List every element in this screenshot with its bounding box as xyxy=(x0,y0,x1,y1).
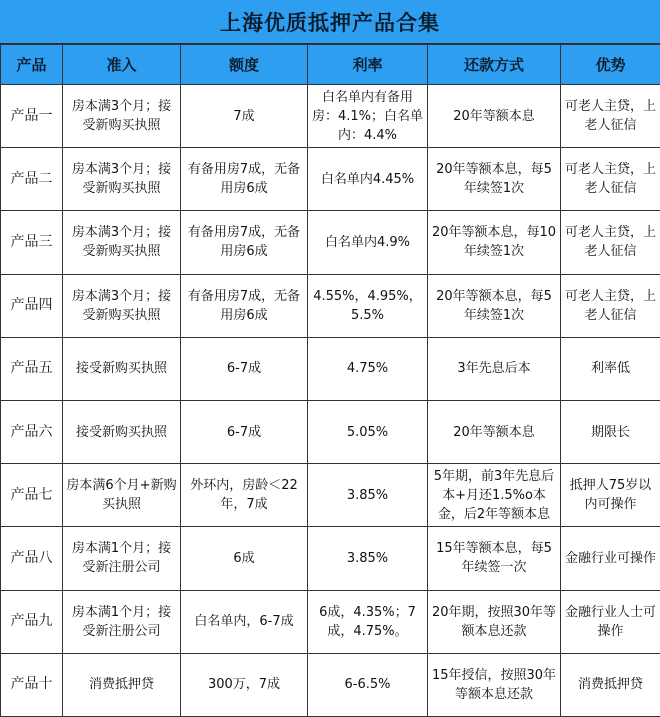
cell-quota: 300万，7成 xyxy=(181,653,308,716)
cell-advantage: 金融行业可操作 xyxy=(561,527,660,590)
cell-product-name: 产品八 xyxy=(1,527,63,590)
table-row xyxy=(1,337,660,400)
cell-repay: 20年等额本息 xyxy=(428,400,561,463)
cell-advantage: 可老人主贷，上老人征信 xyxy=(561,274,660,337)
cell-quota: 有备用房7成，无备用房6成 xyxy=(181,148,308,211)
table-row xyxy=(1,85,660,148)
header-product: 产品 xyxy=(1,45,63,85)
cell-rate: 白名单内有备用房：4.1%；白名单内：4.4% xyxy=(308,85,428,148)
cell-quota: 6成 xyxy=(181,527,308,590)
table-row xyxy=(1,148,660,211)
cell-advantage: 抵押人75岁以内可操作 xyxy=(561,464,660,527)
cell-repay: 5年期，前3年先息后本+月还1.5%o本金，后2年等额本息 xyxy=(428,464,561,527)
table-row xyxy=(1,211,660,274)
cell-product-name: 产品六 xyxy=(1,400,63,463)
header-row xyxy=(1,45,660,85)
cell-access: 接受新购买执照 xyxy=(63,337,181,400)
cell-repay: 3年先息后本 xyxy=(428,337,561,400)
cell-product-name: 产品二 xyxy=(1,148,63,211)
cell-rate: 6成，4.35%；7成，4.75%。 xyxy=(308,590,428,653)
cell-product-name: 产品三 xyxy=(1,211,63,274)
cell-advantage: 消费抵押贷 xyxy=(561,653,660,716)
cell-advantage: 期限长 xyxy=(561,400,660,463)
cell-access: 房本满3个月；接受新购买执照 xyxy=(63,148,181,211)
cell-repay: 15年等额本息，每5年续签一次 xyxy=(428,527,561,590)
cell-quota: 6-7成 xyxy=(181,400,308,463)
cell-access: 房本满3个月；接受新购买执照 xyxy=(63,85,181,148)
cell-quota: 外环内，房龄＜22年，7成 xyxy=(181,464,308,527)
cell-quota: 有备用房7成，无备用房6成 xyxy=(181,211,308,274)
cell-product-name: 产品四 xyxy=(1,274,63,337)
header-access: 准入 xyxy=(63,45,181,85)
header-rate: 利率 xyxy=(308,45,428,85)
cell-repay: 20年期，按照30年等额本息还款 xyxy=(428,590,561,653)
cell-repay: 20年等额本息 xyxy=(428,85,561,148)
table-row xyxy=(1,274,660,337)
cell-rate: 白名单内4.9% xyxy=(308,211,428,274)
cell-advantage: 可老人主贷，上老人征信 xyxy=(561,148,660,211)
header-repay: 还款方式 xyxy=(428,45,561,85)
cell-access: 房本满1个月；接受新注册公司 xyxy=(63,527,181,590)
header-advantage: 优势 xyxy=(561,45,660,85)
cell-advantage: 利率低 xyxy=(561,337,660,400)
table-row xyxy=(1,464,660,527)
table-row xyxy=(1,653,660,716)
cell-product-name: 产品七 xyxy=(1,464,63,527)
cell-rate: 6-6.5% xyxy=(308,653,428,716)
cell-quota: 7成 xyxy=(181,85,308,148)
cell-rate: 3.85% xyxy=(308,527,428,590)
cell-quota: 6-7成 xyxy=(181,337,308,400)
cell-advantage: 可老人主贷，上老人征信 xyxy=(561,85,660,148)
cell-rate: 5.05% xyxy=(308,400,428,463)
cell-repay: 20年等额本息，每10年续签1次 xyxy=(428,211,561,274)
cell-advantage: 可老人主贷，上老人征信 xyxy=(561,211,660,274)
table-row xyxy=(1,527,660,590)
cell-access: 房本满1个月；接受新注册公司 xyxy=(63,590,181,653)
header-quota: 额度 xyxy=(181,45,308,85)
table-row xyxy=(1,590,660,653)
cell-product-name: 产品一 xyxy=(1,85,63,148)
cell-repay: 20年等额本息，每5年续签1次 xyxy=(428,148,561,211)
table-row xyxy=(1,400,660,463)
product-table xyxy=(0,44,660,717)
cell-quota: 白名单内，6-7成 xyxy=(181,590,308,653)
cell-access: 房本满3个月；接受新购买执照 xyxy=(63,274,181,337)
cell-product-name: 产品五 xyxy=(1,337,63,400)
cell-rate: 白名单内4.45% xyxy=(308,148,428,211)
cell-rate: 4.75% xyxy=(308,337,428,400)
cell-rate: 3.85% xyxy=(308,464,428,527)
cell-quota: 有备用房7成，无备用房6成 xyxy=(181,274,308,337)
cell-repay: 15年授信，按照30年等额本息还款 xyxy=(428,653,561,716)
cell-access: 接受新购买执照 xyxy=(63,400,181,463)
cell-access: 消费抵押贷 xyxy=(63,653,181,716)
cell-advantage: 金融行业人士可操作 xyxy=(561,590,660,653)
cell-rate: 4.55%，4.95%，5.5% xyxy=(308,274,428,337)
cell-access: 房本满3个月；接受新购买执照 xyxy=(63,211,181,274)
cell-repay: 20年等额本息，每5年续签1次 xyxy=(428,274,561,337)
cell-product-name: 产品十 xyxy=(1,653,63,716)
cell-access: 房本满6个月+新购买执照 xyxy=(63,464,181,527)
cell-product-name: 产品九 xyxy=(1,590,63,653)
page-title: 上海优质抵押产品合集 xyxy=(0,0,660,44)
